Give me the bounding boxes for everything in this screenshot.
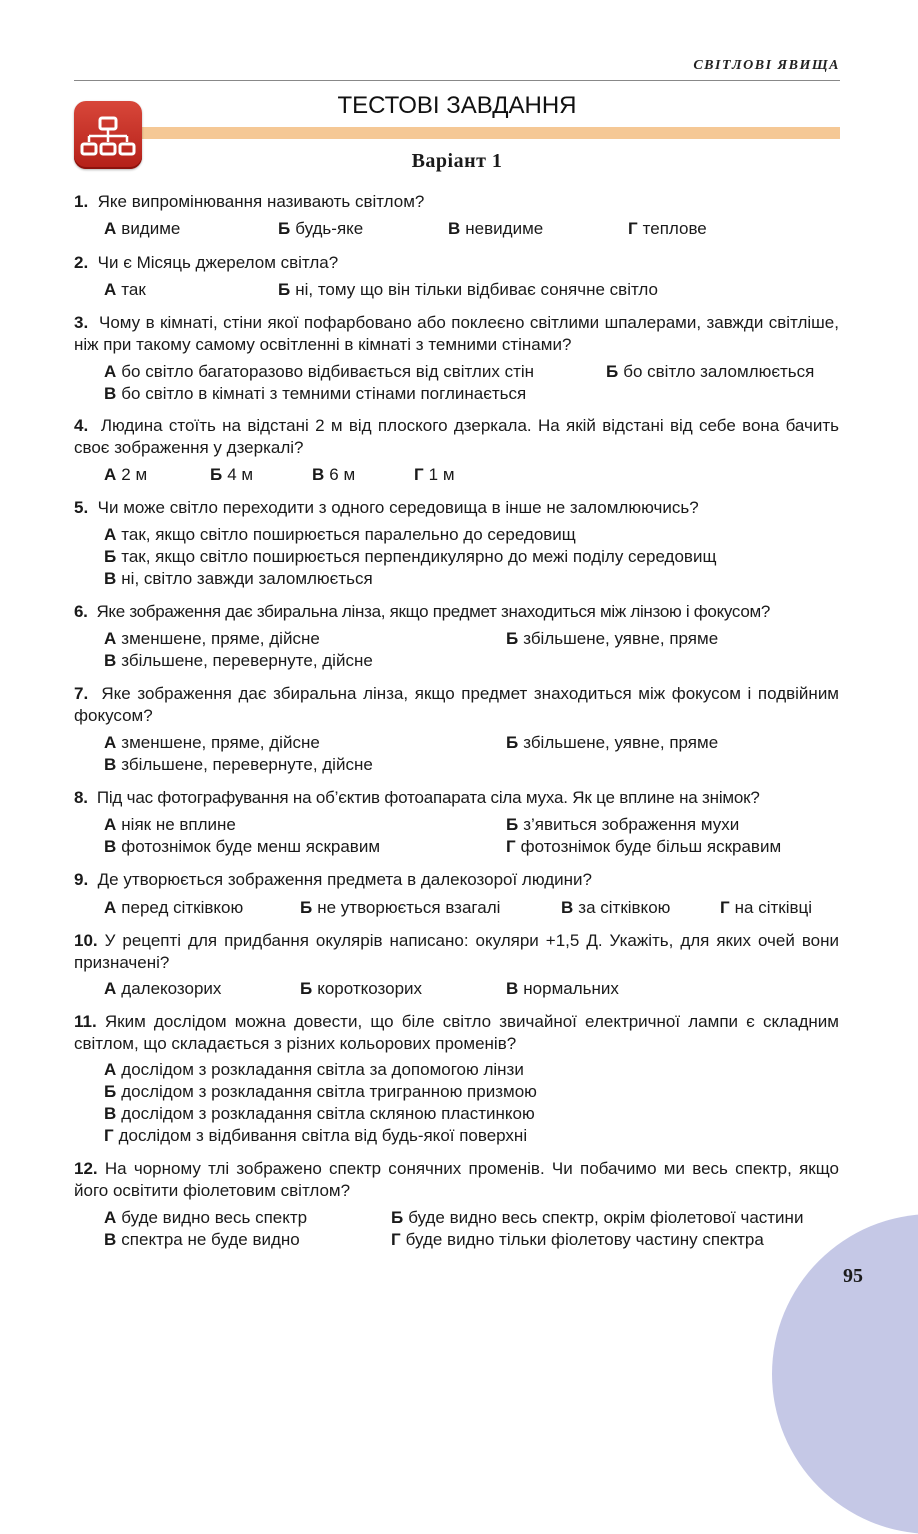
option-text: буде видно весь спектр, окрім фіолетової частини [408, 1208, 804, 1227]
option-letter: Б [300, 898, 313, 917]
answer-option[interactable] [391, 1229, 764, 1251]
option-text: збільшене, перевернуте, дійсне [121, 651, 373, 670]
answer-option[interactable] [312, 464, 355, 486]
answer-option[interactable] [506, 836, 781, 858]
question-text: Де утворюється зображення предмета в далекозорої людини? [97, 870, 592, 889]
answer-option[interactable] [506, 978, 619, 1000]
option-letter: Г [391, 1230, 401, 1249]
option-letter: А [104, 219, 117, 238]
option-text: 6 м [329, 465, 356, 484]
question-2 [74, 252, 839, 274]
option-letter: Б [300, 979, 313, 998]
question-number: 5. [74, 498, 89, 517]
option-text: на сітківці [734, 898, 813, 917]
option-letter: Г [104, 1126, 114, 1145]
question-text: У рецепті для придбання окулярів написано: окуляри +1,5 Д. Укажіть, для яких очей вони призначені? [74, 931, 839, 972]
option-text: 1 м [428, 465, 455, 484]
question-11 [74, 1011, 839, 1055]
option-text: зменшене, пряме, дійсне [121, 733, 320, 752]
answer-option[interactable] [506, 732, 718, 754]
option-letter: В [104, 384, 117, 403]
option-letter: А [104, 1208, 117, 1227]
option-letter: В [448, 219, 461, 238]
option-text: збільшене, уявне, пряме [523, 629, 719, 648]
answer-option[interactable] [561, 897, 670, 919]
question-number: 6. [74, 602, 88, 621]
option-text: збільшене, перевернуте, дійсне [121, 755, 373, 774]
option-text: бо світло багаторазово відбивається від світлих стін [121, 362, 535, 381]
option-letter: Б [606, 362, 619, 381]
option-text: бо світло заломлюється [623, 362, 815, 381]
option-text: так, якщо світло поширюється перпендикулярно до межі поділу середовищ [121, 547, 717, 566]
question-text: Яке випромінювання називають світлом? [97, 192, 425, 211]
answer-option[interactable] [278, 279, 658, 301]
option-text: з’явиться зображення мухи [523, 815, 740, 834]
option-text: 4 м [227, 465, 254, 484]
option-text: зменшене, пряме, дійсне [121, 629, 320, 648]
question-8 [74, 787, 839, 809]
answer-option[interactable] [448, 218, 543, 240]
option-text: буде видно весь спектр [121, 1208, 308, 1227]
option-text: теплове [642, 219, 707, 238]
answer-option[interactable] [104, 897, 243, 919]
answer-option[interactable] [278, 218, 363, 240]
option-letter: Б [210, 465, 223, 484]
answer-option[interactable] [104, 546, 716, 568]
option-letter: В [104, 837, 117, 856]
question-text: На чорному тлі зображено спектр сонячних променів. Чи побачимо ми весь спектр, якщо його освітити фіолетовим світлом? [74, 1159, 839, 1200]
question-5 [74, 497, 839, 519]
answer-option[interactable] [391, 1207, 803, 1229]
option-letter: Б [506, 815, 519, 834]
answer-option[interactable] [104, 361, 534, 383]
option-letter: Б [104, 547, 117, 566]
question-number: 4. [74, 416, 89, 435]
option-text: перед сітківкою [121, 898, 244, 917]
option-letter: В [104, 1104, 117, 1123]
question-text: Людина стоїть на відстані 2 м від плоского дзеркала. На якій відстані від себе вона бачить своє зображення у дзеркалі? [74, 416, 839, 457]
option-text: видиме [121, 219, 181, 238]
title-underline-bar [140, 127, 840, 139]
answer-option[interactable] [506, 814, 739, 836]
variant-title: Варіант 1 [411, 150, 503, 172]
option-text: так, якщо світло поширюється паралельно до середовищ [121, 525, 576, 544]
option-letter: А [104, 898, 117, 917]
option-text: буде видно тільки фіолетову частину спектра [405, 1230, 764, 1249]
option-text: фотознімок буде менш яскравим [121, 837, 381, 856]
answer-option[interactable] [104, 1207, 307, 1229]
option-letter: А [104, 362, 117, 381]
option-text: дослідом з відбивання світла від будь-якої поверхні [118, 1126, 528, 1145]
answer-option[interactable] [606, 361, 814, 383]
question-text: Під час фотографування на об’єктив фотоапарата сіла муха. Як це вплине на знімок? [96, 788, 760, 807]
answer-option[interactable] [104, 814, 236, 836]
option-text: ні, світло завжди заломлюється [121, 569, 373, 588]
option-text: за сітківкою [578, 898, 671, 917]
option-letter: А [104, 629, 117, 648]
option-letter: В [312, 465, 325, 484]
question-text: Яке зображення дає збиральна лінза, якщо предмет знаходиться між лінзою і фокусом? [96, 602, 771, 621]
question-number: 12. [74, 1159, 98, 1178]
answer-option[interactable] [104, 568, 373, 590]
option-text: ні, тому що він тільки відбиває сонячне світло [295, 280, 658, 299]
answer-option[interactable] [104, 1059, 524, 1081]
page-corner-decoration [772, 1214, 918, 1534]
option-text: 2 м [121, 465, 148, 484]
question-number: 10. [74, 931, 98, 950]
question-text: Чому в кімнаті, стіни якої пофарбовано або поклеєно світлими шпалерами, завжди світліше, ніж при такому самому освітленні в кімнаті з темними стінами? [74, 313, 839, 354]
option-letter: В [561, 898, 574, 917]
option-letter: Б [506, 733, 519, 752]
option-text: збільшене, уявне, пряме [523, 733, 719, 752]
option-text: невидиме [465, 219, 544, 238]
question-text: Яким дослідом можна довести, що біле світло звичайної електричної лампи є складним світлом, що складається з різних кольорових променів? [74, 1012, 839, 1053]
question-number: 3. [74, 313, 89, 332]
option-text: далекозорих [121, 979, 222, 998]
option-text: будь-яке [295, 219, 364, 238]
answer-option[interactable] [104, 524, 576, 546]
option-text: нормальних [523, 979, 619, 998]
answer-option[interactable] [104, 1125, 527, 1147]
section-title: ТЕСТОВІ ЗАВДАННЯ [337, 92, 577, 119]
option-letter: В [104, 1230, 117, 1249]
answer-option[interactable] [628, 218, 707, 240]
answer-option[interactable] [104, 1081, 537, 1103]
option-letter: А [104, 815, 117, 834]
header-rule [74, 80, 840, 81]
page-number: 95 [843, 1265, 863, 1287]
option-text: короткозорих [317, 979, 423, 998]
option-letter: А [104, 979, 117, 998]
option-text: ніяк не вплине [121, 815, 236, 834]
question-number: 11. [74, 1012, 97, 1031]
option-letter: Б [391, 1208, 404, 1227]
option-text: дослідом з розкладання світла скляною пластинкою [121, 1104, 535, 1123]
question-10 [74, 930, 839, 974]
option-letter: В [104, 569, 117, 588]
answer-option[interactable] [104, 218, 180, 240]
option-letter: В [104, 755, 117, 774]
option-letter: А [104, 525, 117, 544]
option-letter: Б [278, 280, 291, 299]
question-7 [74, 683, 839, 727]
question-9 [74, 869, 839, 891]
question-12 [74, 1158, 839, 1202]
answer-option[interactable] [104, 383, 526, 405]
answer-option[interactable] [210, 464, 253, 486]
question-6 [74, 601, 839, 623]
option-letter: Б [278, 219, 291, 238]
option-letter: Г [506, 837, 516, 856]
option-letter: Б [506, 629, 519, 648]
question-number: 8. [74, 788, 88, 807]
answer-option[interactable] [104, 628, 320, 650]
option-letter: А [104, 733, 117, 752]
question-3 [74, 312, 839, 356]
option-letter: Г [720, 898, 730, 917]
answer-option[interactable] [104, 464, 147, 486]
answer-option[interactable] [104, 978, 221, 1000]
option-text: бо світло в кімнаті з темними стінами поглинається [121, 384, 527, 403]
option-letter: В [104, 651, 117, 670]
option-letter: А [104, 465, 117, 484]
running-header: СВІТЛОВІ ЯВИЩА [693, 58, 840, 73]
option-letter: А [104, 280, 117, 299]
answer-option[interactable] [414, 464, 455, 486]
answer-option[interactable] [104, 279, 146, 301]
option-text: дослідом з розкладання світла тригранною призмою [121, 1082, 537, 1101]
question-number: 9. [74, 870, 89, 889]
answer-option[interactable] [506, 628, 718, 650]
question-text: Яке зображення дає збиральна лінза, якщо предмет знаходиться між фокусом і подвійним фокусом? [74, 684, 839, 725]
answer-option[interactable] [300, 978, 422, 1000]
answer-option[interactable] [104, 732, 320, 754]
answer-option[interactable] [720, 897, 812, 919]
answer-option[interactable] [300, 897, 500, 919]
answer-option[interactable] [104, 1103, 535, 1125]
option-letter: А [104, 1060, 117, 1079]
question-number: 2. [74, 253, 89, 272]
option-text: так [121, 280, 146, 299]
option-text: дослідом з розкладання світла за допомогою лінзи [121, 1060, 524, 1079]
option-letter: Г [628, 219, 638, 238]
answer-option[interactable] [104, 650, 373, 672]
option-letter: В [506, 979, 519, 998]
question-text: Чи є Місяць джерелом світла? [97, 253, 339, 272]
option-letter: Г [414, 465, 424, 484]
answer-option[interactable] [104, 836, 380, 858]
question-1 [74, 191, 839, 213]
question-number: 7. [74, 684, 89, 703]
answer-option[interactable] [104, 754, 373, 776]
question-text: Чи може світло переходити з одного середовища в інше не заломлюючись? [97, 498, 699, 517]
option-letter: Б [104, 1082, 117, 1101]
question-4 [74, 415, 839, 459]
question-number: 1. [74, 192, 89, 211]
option-text: фотознімок буде більш яскравим [520, 837, 782, 856]
option-text: не утворюється взагалі [317, 898, 501, 917]
option-text: спектра не буде видно [121, 1230, 300, 1249]
answer-option[interactable] [104, 1229, 300, 1251]
